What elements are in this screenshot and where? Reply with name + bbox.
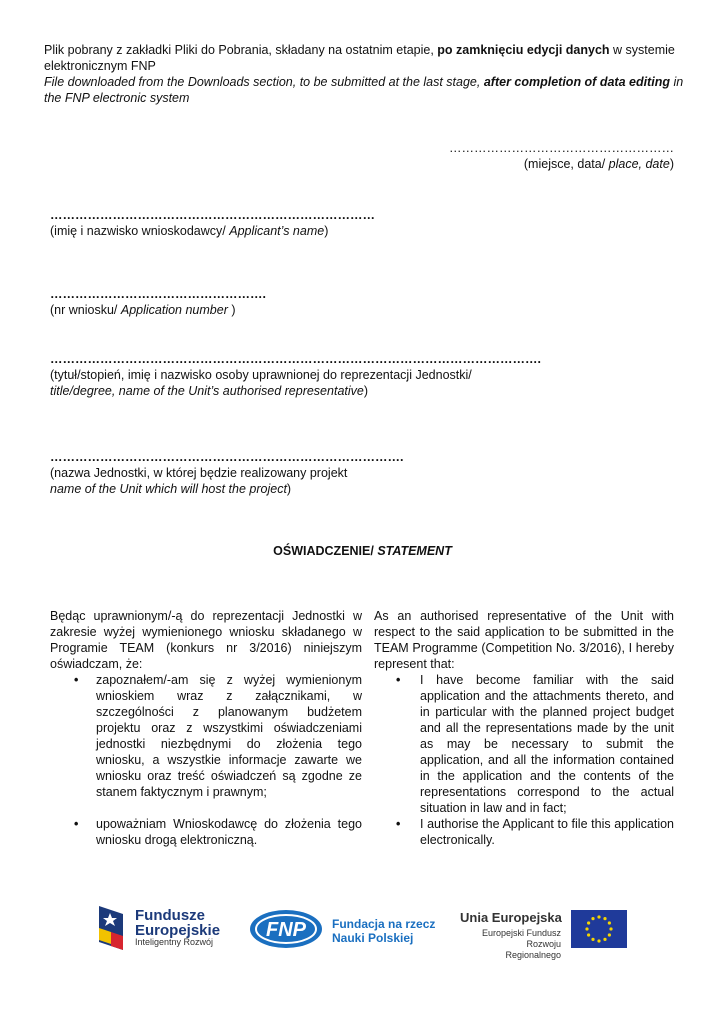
place-date-dots: ……………………………………………… — [449, 141, 674, 155]
eu-star-icon — [608, 921, 611, 924]
statement-list-en — [374, 672, 674, 848]
unia-europejska-logo — [460, 906, 630, 960]
fnp-mark-icon — [248, 908, 328, 950]
statement-list-pl — [50, 672, 362, 848]
bullet-icon: • — [396, 673, 401, 687]
representative-field — [50, 351, 650, 399]
eu-star-icon — [597, 939, 600, 942]
fe-title: Fundusze Europejskie — [135, 907, 221, 939]
bullet-icon: • — [74, 673, 79, 687]
applicant-name-label: (imię i nazwisko wnioskodawcy/ Applicant’s name) — [50, 224, 329, 238]
bullet-icon: • — [74, 817, 79, 831]
list-item: • I have become familiar with the said application and the attachments thereto, and in particular with the planned project budget and all the representations made by the unit as may be necessary to submit the application, and all the information contained in the application and the contents of the representations correspond to the actual situation in law and in fact; — [396, 673, 674, 815]
list-item: • zapoznałem/-am się z wyżej wymienionym wnioskiem wraz z załącznikami, w szczególności z planowanym budżetem projektu oraz z wszystkimi oświadczeniami jednostki niezbędnymi do złożenia tego wniosku, a wszystkie informacje zawarte we wniosku oraz treść oświadczeń są zgodne ze stanem faktycznym i prawnym; — [74, 673, 362, 799]
representative-dots: ………………………………………………………………………………………………………. — [50, 352, 541, 366]
statement-intro-pl: Będąc uprawnionym/-ą do reprezentacji Jednostki w zakresie wyżej wymienionego wniosku składanego w Programie TEAM (konkurs nr 3/2016) niniejszym oświadczam, że: — [50, 609, 362, 671]
eu-star-icon — [609, 927, 612, 930]
statement-column-en — [374, 608, 674, 848]
list-item: • upoważniam Wnioskodawcę do złożenia tego wniosku drogą elektroniczną. — [74, 817, 362, 847]
list-item: • I authorise the Applicant to file this application electronically. — [396, 817, 674, 847]
fe-star-flag-icon — [97, 904, 131, 952]
statement-column-pl — [50, 608, 362, 848]
place-date-field — [449, 140, 674, 172]
unit-name-field — [50, 449, 650, 497]
place-date-label: (miejsce, data/ place, date) — [523, 157, 674, 171]
statement-title: OŚWIADCZENIE/ STATEMENT — [273, 544, 452, 558]
eu-star-icon — [603, 917, 606, 920]
statement-intro-en: As an authorised representative of the Unit with respect to the said application to be submitted in the TEAM Programme (Competition No. 3/2016), I hereby represent that: — [374, 609, 674, 671]
application-number-label: (nr wniosku/ Application number ) — [50, 303, 236, 317]
ue-title: Unia Europejska — [460, 910, 562, 925]
eu-flag-icon — [571, 910, 627, 948]
fundusze-europejskie-logo — [97, 904, 227, 952]
eu-star-icon — [587, 933, 590, 936]
fnp-name: Fundacja na rzecz Nauki Polskiej — [332, 917, 436, 945]
representative-label-pl: (tytuł/stopień, imię i nazwisko osoby uprawnionej do reprezentacji Jednostki/ — [50, 368, 472, 382]
unit-name-label-en: name of the Unit which will host the project) — [50, 482, 292, 496]
unit-name-dots: …………………………………………………………………………. — [50, 450, 404, 464]
eu-star-icon — [587, 921, 590, 924]
ue-subtitle: Europejski Fundusz Rozwoju Regionalnego — [481, 928, 561, 960]
applicant-name-field — [50, 207, 650, 239]
fnp-logo — [248, 908, 438, 950]
eu-star-icon — [591, 938, 594, 941]
eu-star-icon — [597, 915, 600, 918]
header-note-en: File downloaded from the Downloads section, to be submitted at the last stage, after completion of data editing in the FNP electronic system — [44, 75, 684, 105]
bullet-icon: • — [396, 817, 401, 831]
eu-star-icon — [591, 917, 594, 920]
header-note-pl: Plik pobrany z zakładki Pliki do Pobrania, składany na ostatnim etapie, po zamknięciu edycji danych w systemie elektronicznym FNP — [44, 43, 675, 73]
eu-star-icon — [608, 933, 611, 936]
application-number-dots: ……………………………………………. — [50, 287, 266, 301]
header-note — [44, 42, 684, 106]
fnp-mark-text: FNP — [266, 919, 306, 941]
fe-subtitle: Inteligentny Rozwój — [135, 937, 214, 947]
eu-star-icon — [585, 927, 588, 930]
application-number-field — [50, 286, 650, 318]
applicant-name-dots: …………………………………………………………………… — [50, 208, 375, 222]
representative-label-en: title/degree, name of the Unit’s authorised representative) — [50, 384, 369, 398]
unit-name-label-pl: (nazwa Jednostki, w której będzie realizowany projekt — [50, 466, 348, 480]
eu-star-icon — [603, 938, 606, 941]
